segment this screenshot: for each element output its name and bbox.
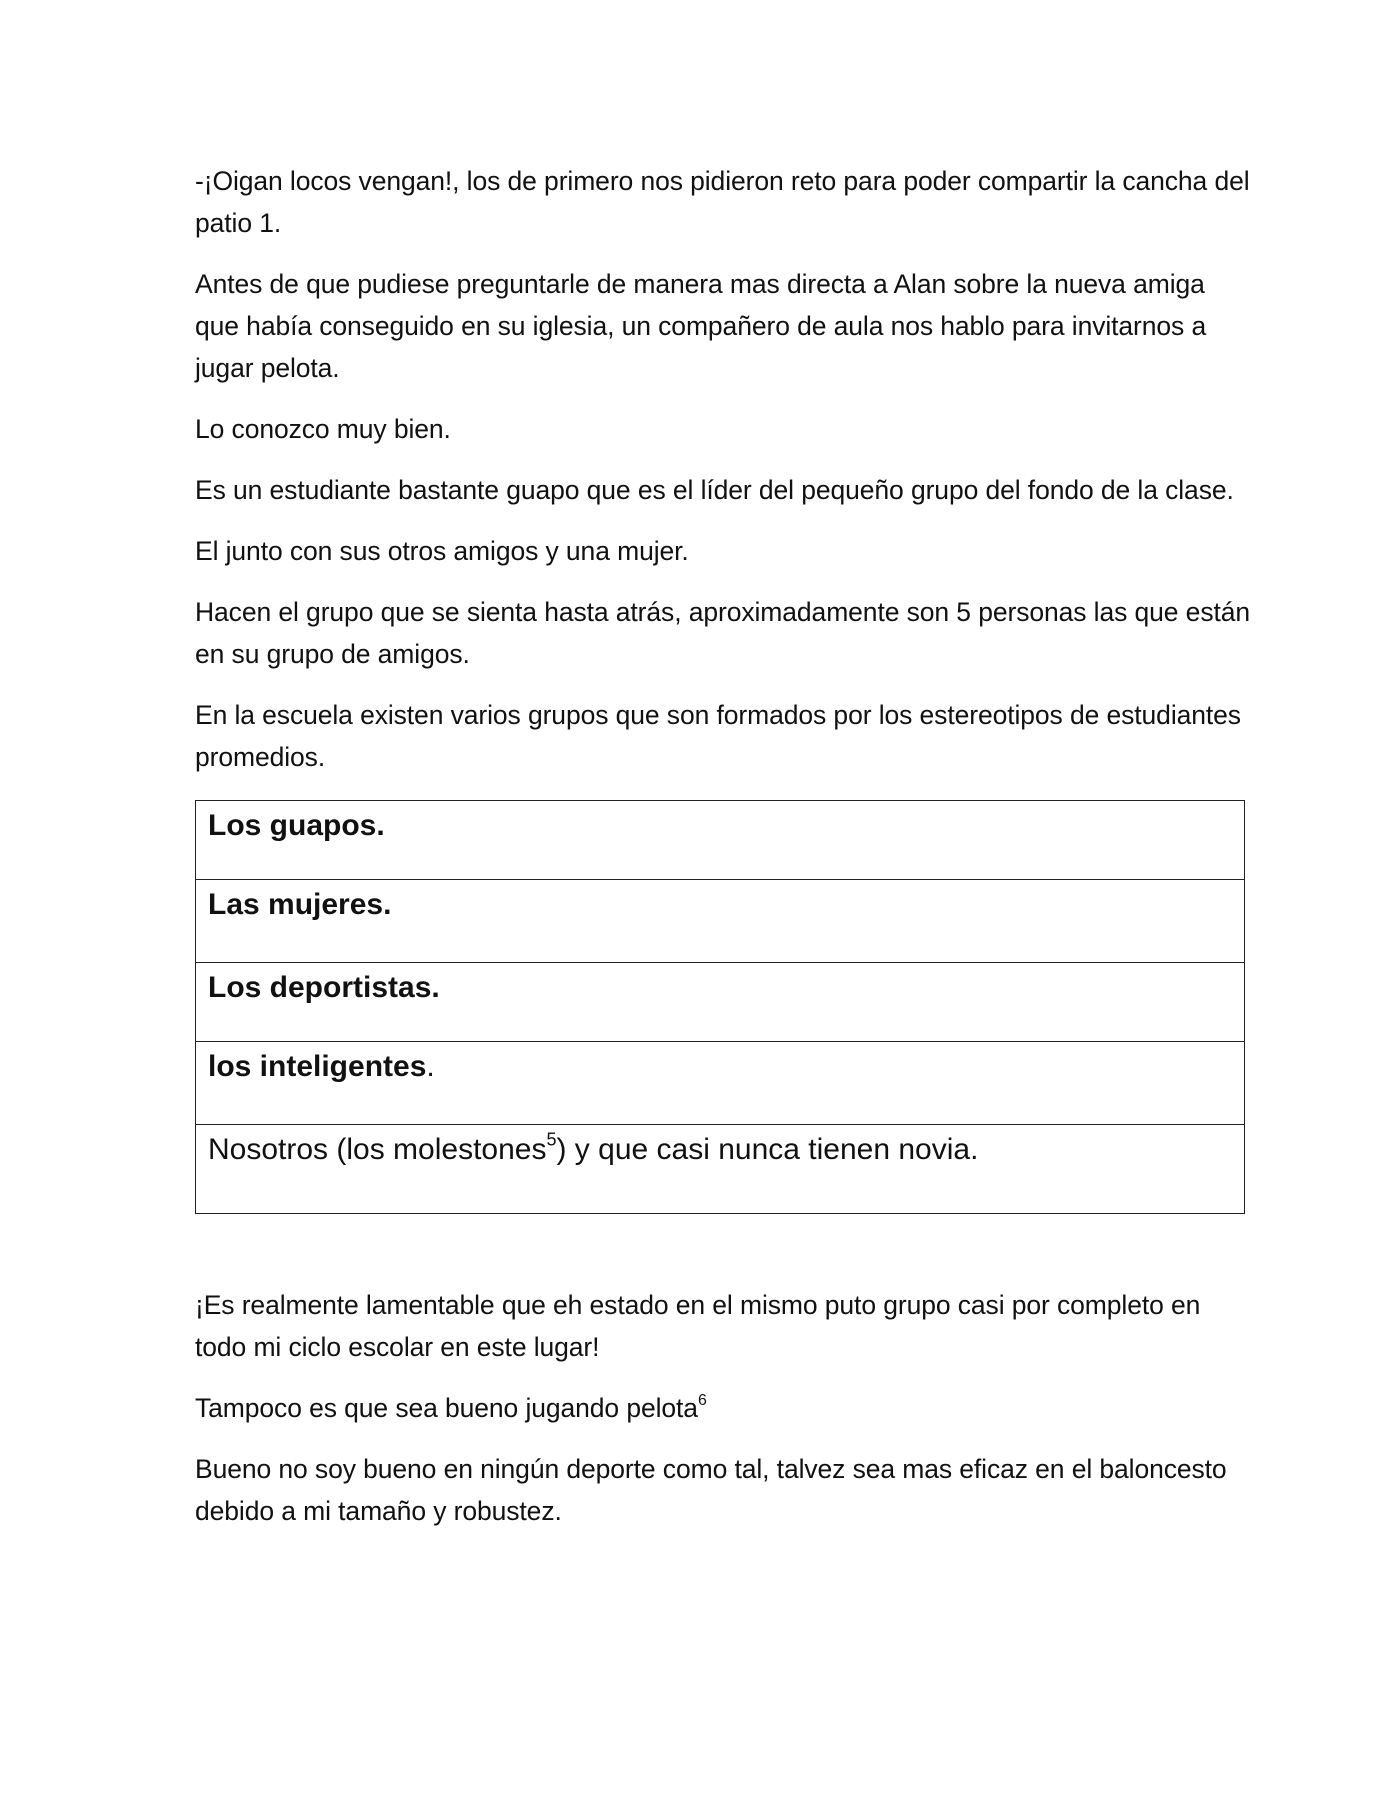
inteligentes-label: los inteligentes <box>208 1050 427 1083</box>
nosotros-text: Nosotros (los molestones <box>208 1133 547 1166</box>
table-row <box>196 801 1245 880</box>
document-page <box>195 160 1255 1551</box>
paragraph-el-junto: El junto con sus otros amigos y una mujer. <box>195 536 689 566</box>
paragraph-estudiante-guapo: Es un estudiante bastante guapo que es el líder del pequeño grupo del fondo de la clase. <box>195 475 1234 505</box>
table-row <box>196 1125 1245 1214</box>
paragraph-grupo-atras: Hacen el grupo que se sienta hasta atrás, aproximadamente son 5 personas las que están en su grupo de amigos. <box>195 597 1251 669</box>
paragraph-lo-conozco: Lo conozco muy bien. <box>195 414 451 444</box>
footnote-ref-6[interactable]: 6 <box>697 1392 707 1410</box>
paragraph-grupos-escuela: En la escuela existen varios grupos que son formados por los estereotipos de estudiantes promedios. <box>195 700 1241 772</box>
paragraph-alan: Antes de que pudiese preguntarle de manera mas directa a Alan sobre la nueva amiga que había conseguido en su iglesia, un compañero de aula nos hablo para invitarnos a jugar pelota. <box>195 269 1207 383</box>
inteligentes-period: . <box>426 1050 435 1083</box>
paragraph-pelota <box>195 1387 1255 1429</box>
pelota-text: Tampoco es que sea bueno jugando pelota <box>195 1393 698 1423</box>
nosotros-text-end: ) y que casi nunca tienen novia. <box>556 1133 979 1166</box>
table-cell-inteligentes <box>196 1042 1245 1125</box>
table-row <box>196 1042 1245 1125</box>
table-row <box>196 880 1245 963</box>
table-cell-guapos: Los guapos. <box>196 801 1245 880</box>
table-cell-deportistas: Los deportistas. <box>196 963 1245 1042</box>
table-cell-nosotros <box>196 1125 1245 1214</box>
paragraph-reto: -¡Oigan locos vengan!, los de primero nos pidieron reto para poder compartir la cancha del patio 1. <box>195 166 1250 238</box>
paragraph-lamentable: ¡Es realmente lamentable que eh estado en el mismo puto grupo casi por completo en todo mi ciclo escolar en este lugar! <box>195 1290 1201 1362</box>
groups-table <box>195 800 1245 1214</box>
footnote-ref-5[interactable]: 5 <box>546 1129 557 1150</box>
paragraph-deporte: Bueno no soy bueno en ningún deporte como tal, talvez sea mas eficaz en el baloncesto debido a mi tamaño y robustez. <box>195 1454 1227 1526</box>
table-cell-mujeres: Las mujeres. <box>196 880 1245 963</box>
table-row <box>196 963 1245 1042</box>
